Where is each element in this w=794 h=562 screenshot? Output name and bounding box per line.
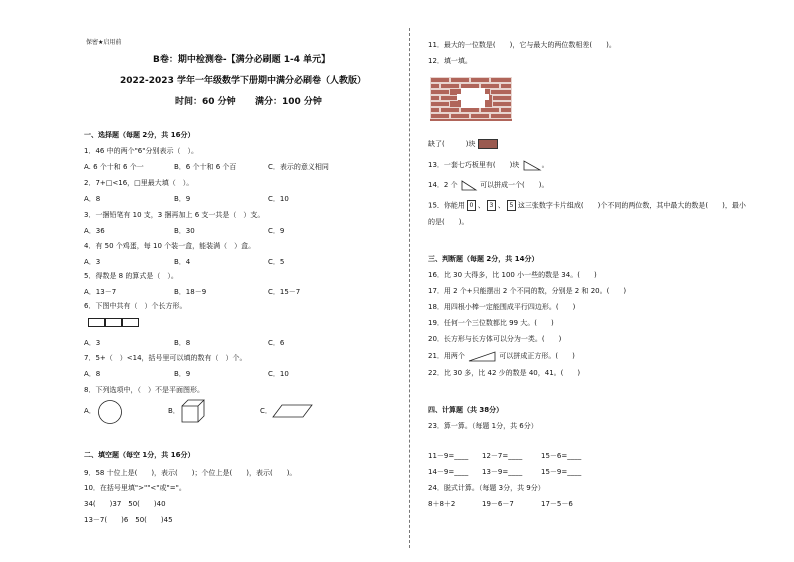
calc-2: 12－7=____ <box>482 452 523 460</box>
q7-option-a: A．8 <box>84 370 101 378</box>
q4-option-b: B．4 <box>174 258 191 266</box>
digit-card-5: 5 <box>507 200 516 211</box>
q14-text: 14．2 个 <box>428 181 458 189</box>
q2-option-c: C．10 <box>268 195 289 203</box>
three-rectangles-figure <box>88 318 142 328</box>
time-info: 时间：60 分钟 <box>175 97 236 107</box>
calc-5: 13－9=____ <box>482 468 523 476</box>
expr-2: 19－6－7 <box>482 500 514 508</box>
calc-3: 15－6=____ <box>541 452 582 460</box>
q8-option-c: C． <box>260 407 272 415</box>
q19: 19．任何一个三位数都比 99 大。( ) <box>428 319 554 327</box>
expr-1: 8＋8＋2 <box>428 500 456 508</box>
q9: 9．58 十位上是( )，表示( )；个位上是( )，表示( )。 <box>84 469 297 477</box>
section-calc: 四、计算题（共 38分） <box>428 406 504 414</box>
q23: 23．算一算。（每题 1分，共 6分） <box>428 422 538 430</box>
q8: 8．下列选项中，（ ）不是平面图形。 <box>84 386 204 394</box>
digit-card-3: 3 <box>487 200 496 211</box>
q15: 15．你能用 0 、 3 、 5 这三张数字卡片组成( )个不同的两位数，其中最大的数是( )，最小 <box>428 201 746 210</box>
q13-text: 13．一套七巧板里有( )块 <box>428 161 520 169</box>
q7: 7．5+（ ）<14，括号里可以填的数有（ ）个。 <box>84 354 247 362</box>
expr-3: 17－5－6 <box>541 500 573 508</box>
q5-option-a: A．13－7 <box>84 288 117 296</box>
q21-text-b: 可以拼成正方形。( ) <box>499 352 575 360</box>
score-info: 满分：100 分钟 <box>255 97 322 107</box>
section-fill: 二、填空题（每空 1分，共 16分） <box>84 451 195 459</box>
q6-option-a: A．3 <box>84 339 101 347</box>
q6-option-c: C．6 <box>268 339 285 347</box>
q1-option-b: B．6 个十和 6 个百 <box>174 163 237 171</box>
digit-card-0: 0 <box>467 200 476 211</box>
circle-figure <box>97 399 123 425</box>
q12-answer <box>428 139 498 149</box>
wall-hole <box>457 88 489 108</box>
q24: 24．脱式计算。（每题 3分，共 9分） <box>428 484 545 492</box>
q5-option-b: B．18－9 <box>174 288 207 296</box>
q7-option-b: B．9 <box>174 370 191 378</box>
q18: 18．用四根小棒一定能围成平行四边形。( ) <box>428 303 576 311</box>
q10: 10．在括号里填">""<"或"="。 <box>84 484 186 492</box>
q14 <box>428 179 549 191</box>
q6-option-b: B．8 <box>174 339 191 347</box>
q12: 12．填一填。 <box>428 57 472 65</box>
calc-4: 14－9=____ <box>428 468 469 476</box>
q3: 3．一捆铅笔有 10 支，3 捆再加上 6 支一共是（ ）支。 <box>84 211 265 219</box>
q1-option-a: A. 6 个十和 6 个一 <box>84 163 144 171</box>
q12-answer-text: 缺了( )块 <box>428 140 476 148</box>
q2: 2．7+□<16，□里最大填（ ）。 <box>84 179 194 187</box>
right-triangle-icon <box>460 179 478 191</box>
q2-option-a: A．8 <box>84 195 101 203</box>
q22: 22．比 30 多，比 42 少的数是 40，41。( ) <box>428 369 581 377</box>
q3-option-c: C．9 <box>268 227 285 235</box>
long-triangle-icon <box>467 350 497 362</box>
q8-option-a: A． <box>84 407 96 415</box>
q3-option-b: B．30 <box>174 227 195 235</box>
q14-text-b: 可以拼成一个( )。 <box>480 181 549 189</box>
section-choice: 一、选择题（每题 2分，共 16分） <box>84 131 195 139</box>
triangle-icon <box>522 159 542 171</box>
brick-icon <box>478 139 498 149</box>
q20: 20．长方形与长方体可以分为一类。( ) <box>428 335 562 343</box>
q17: 17．用 2 个+只能摆出 2 个不同的数，分别是 2 和 20。( ) <box>428 287 627 295</box>
q16: 16．比 30 大得多，比 100 小一些的数是 34。( ) <box>428 271 597 279</box>
q4-option-c: C．5 <box>268 258 285 266</box>
parallelogram-figure <box>272 403 314 419</box>
cube-figure <box>180 398 208 424</box>
q2-option-b: B．9 <box>174 195 191 203</box>
secret-label: 保密★启用前 <box>86 39 122 46</box>
q10-row2: 13－7( )6 50( )45 <box>84 516 173 524</box>
q4: 4．有 50 个鸡蛋，每 10 个装一盒，能装满（ ）盒。 <box>84 242 256 250</box>
paper-title: B卷：期中检测卷-【满分必刷题 1-4 单元】 <box>153 55 331 65</box>
q11: 11．最大的一位数是( )，它与最大的两位数相差( )。 <box>428 41 616 49</box>
q21 <box>428 350 575 362</box>
q15-continued: 的是( )。 <box>428 218 469 226</box>
q6: 6．下图中共有（ ）个长方形。 <box>84 302 187 310</box>
q7-option-c: C．10 <box>268 370 289 378</box>
column-divider <box>409 28 410 548</box>
calc-1: 11－9=____ <box>428 452 469 460</box>
q8-option-b: B． <box>168 407 180 415</box>
q4-option-a: A．3 <box>84 258 101 266</box>
calc-6: 15－9=____ <box>541 468 582 476</box>
q10-row1: 34( )37 50( )40 <box>84 500 166 508</box>
q15-text-b: 这三张数字卡片组成( )个不同的两位数，其中最大的数是( )，最小 <box>517 201 746 210</box>
q5: 5．得数是 8 的算式是（ ）。 <box>84 272 178 280</box>
paper-subtitle: 2022-2023 学年一年级数学下册期中满分必刷卷（人教版） <box>120 76 366 86</box>
q3-option-a: A．36 <box>84 227 105 235</box>
q21-text: 21．用两个 <box>428 352 465 360</box>
q13: 13．一套七巧板里有( )块 。 <box>428 161 549 169</box>
q1-option-c: C．表示的意义相同 <box>268 163 329 171</box>
q1: 1．46 中的两个"6"分别表示（ ）。 <box>84 147 198 155</box>
section-judge: 三、判断题（每题 2分，共 14分） <box>428 255 539 263</box>
q5-option-c: C．15－7 <box>268 288 301 296</box>
q15-text: 15．你能用 <box>428 201 465 210</box>
